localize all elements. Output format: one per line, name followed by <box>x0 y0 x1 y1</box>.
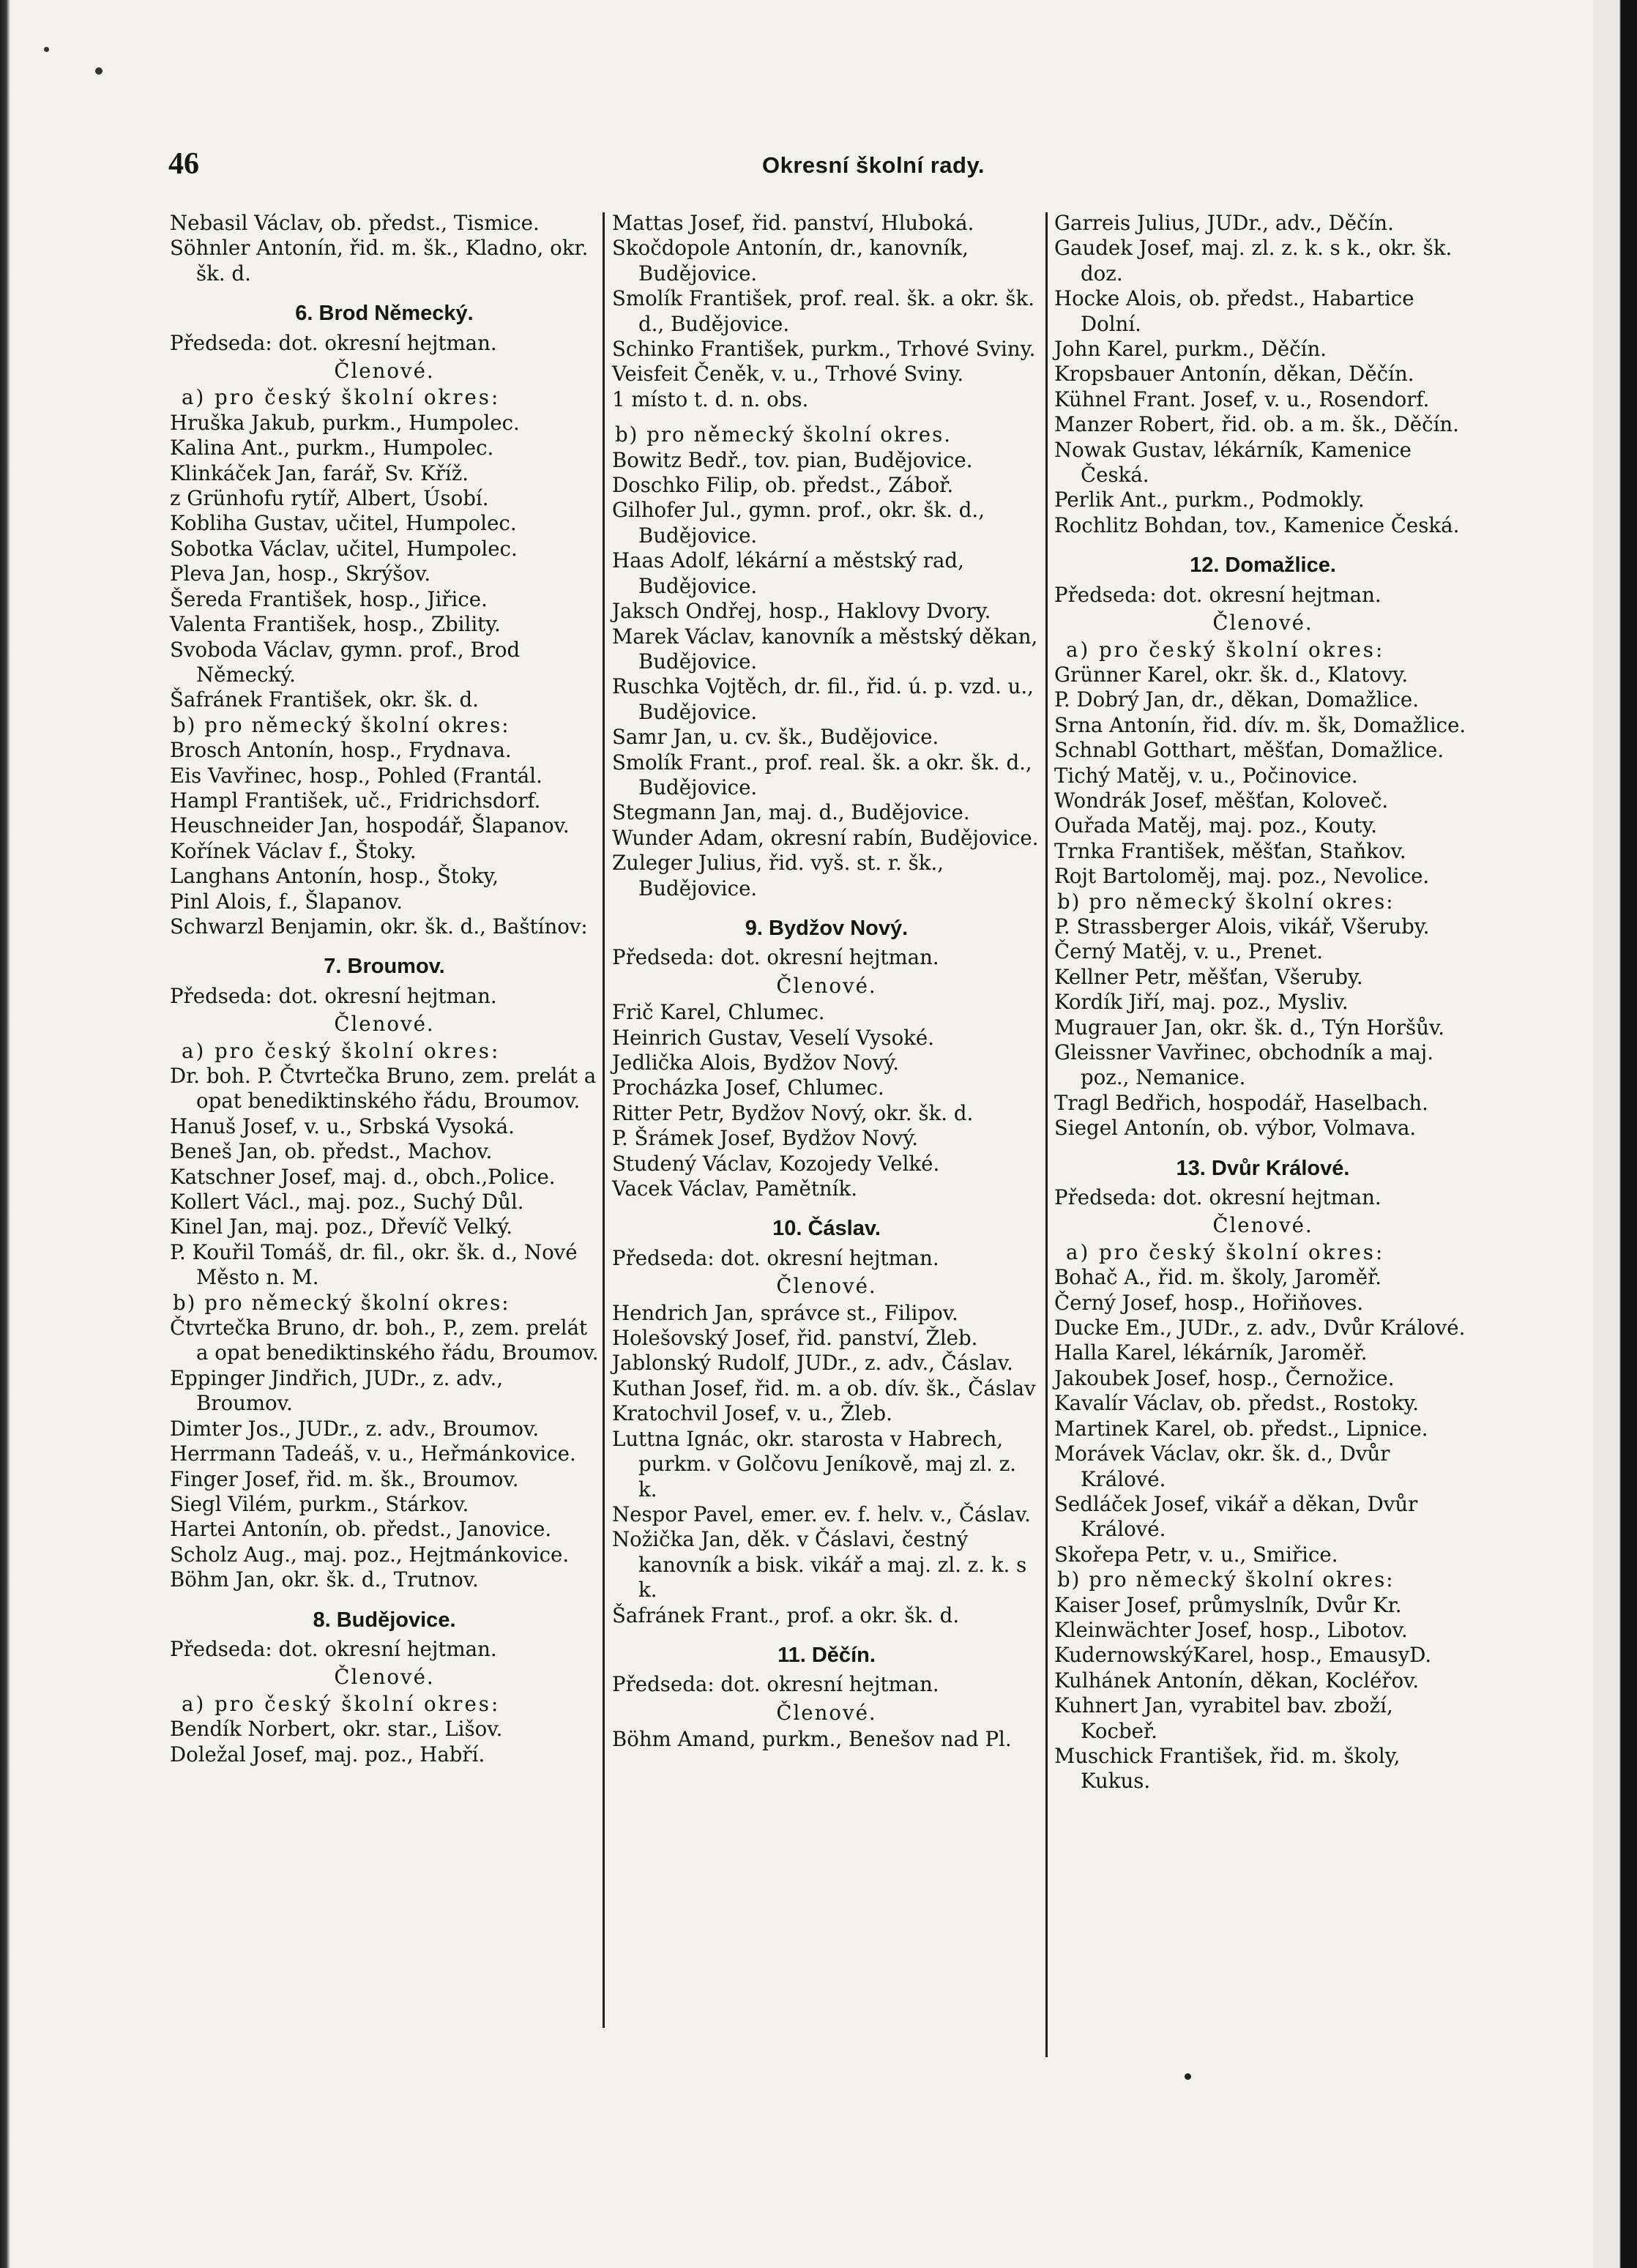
list-item: Srna Antonín, řid. dív. m. šk, Domažlice. <box>1054 712 1466 737</box>
members-label: Členové. <box>334 1665 435 1690</box>
list-item: Finger Josef, řid. m. šk., Broumov. <box>170 1466 519 1491</box>
list-item: Böhm Jan, okr. šk. d., Trutnov. <box>170 1567 479 1592</box>
list-item: Herrmann Tadeáš, v. u., Heřmánkovice. <box>170 1441 576 1466</box>
list-item: Bohač A., řid. m. školy, Jaroměř. <box>1054 1265 1382 1290</box>
list-item: Bowitz Bedř., tov. pian, Budějovice. <box>612 447 973 472</box>
district-label: a) pro český školní okres: <box>182 1038 501 1063</box>
list-item: Marek Václav, kanovník a městský děkan, Budějovice. <box>612 624 1038 674</box>
list-item: Mattas Josef, řid. panství, Hluboká. <box>612 211 974 235</box>
list-item: Hartei Antonín, ob. předst., Janovice. <box>170 1517 552 1542</box>
list-item: Gleissner Vavřinec, obchodník a maj. poz., Nemanice. <box>1054 1040 1433 1090</box>
list-item: Perlik Ant., purkm., Podmokly. <box>1054 488 1365 512</box>
section-heading: 9. Bydžov Nový. <box>745 916 909 940</box>
page-edge-left <box>0 0 10 2268</box>
list-item: z Grünhofu rytíř, Albert, Úsobí. <box>170 486 489 511</box>
list-item: Kollert Václ., maj. poz., Suchý Důl. <box>170 1190 524 1215</box>
list-item: Frič Karel, Chlumec. <box>612 1000 825 1025</box>
list-item: Kalina Ant., purkm., Humpolec. <box>170 436 494 460</box>
list-item: Kratochvil Josef, v. u., Žleb. <box>612 1401 892 1426</box>
list-item: Veisfeit Čeněk, v. u., Trhové Sviny. <box>612 362 964 387</box>
list-item: Eis Vavřinec, hosp., Pohled (Frantál. <box>170 763 542 788</box>
list-item: Kropsbauer Antonín, děkan, Děčín. <box>1054 362 1414 387</box>
chairman-line: Předseda: dot. okresní hejtman. <box>170 983 497 1008</box>
list-item: Schwarzl Benjamin, okr. šk. d., Baštínov: <box>170 914 588 939</box>
members-label: Členové. <box>334 359 435 384</box>
column-rule <box>603 212 605 2028</box>
list-item: Samr Jan, u. cv. šk., Budějovice. <box>612 725 939 750</box>
list-item: Smolík Frant., prof. real. šk. a okr. šk. d., Budějovice. <box>612 750 1032 799</box>
list-item: Luttna Ignác, okr. starosta v Habrech, purkm. v Golčovu Jeníkově, maj zl. z. k. <box>612 1426 1017 1502</box>
column-right <box>1054 211 1472 1794</box>
column-rule <box>1045 212 1048 2057</box>
section-heading: 12. Domažlice. <box>1190 553 1336 578</box>
list-item: Haas Adolf, lékární a městský rad, Budějovice. <box>612 548 964 598</box>
list-item: Sobotka Václav, učitel, Humpolec. <box>170 536 518 561</box>
list-item: Vacek Václav, Pamětník. <box>612 1176 858 1201</box>
list-item: P. Šrámek Josef, Bydžov Nový. <box>612 1126 919 1151</box>
chairman-line: Předseda: dot. okresní hejtman. <box>612 945 939 970</box>
chairman-line: Předseda: dot. okresní hejtman. <box>612 1672 939 1697</box>
list-item: Kordík Jiří, maj. poz., Mysliv. <box>1054 990 1349 1015</box>
list-item: Nožička Jan, děk. v Čáslavi, čestný kanovník a bisk. vikář a maj. zl. z. k. s k. <box>612 1527 1027 1603</box>
list-item: Kuthan Josef, řid. m. a ob. dív. šk., Čáslav <box>612 1376 1036 1400</box>
district-label: b) pro německý školní okres: <box>173 1290 510 1315</box>
list-item: Hampl František, uč., Fridrichsdorf. <box>170 788 541 813</box>
chairman-line: Předseda: dot. okresní hejtman. <box>170 330 497 355</box>
page-number: 46 <box>168 147 199 181</box>
list-item: Kleinwächter Josef, hosp., Libotov. <box>1054 1617 1408 1642</box>
members-label: Členové. <box>1212 1213 1313 1238</box>
district-label: a) pro český školní okres: <box>182 385 501 410</box>
list-item: Gaudek Josef, maj. zl. z. k. s k., okr. šk. doz. <box>1054 236 1453 286</box>
list-item: Rojt Bartoloměj, maj. poz., Nevolice. <box>1054 864 1430 889</box>
list-item: Kobliha Gustav, učitel, Humpolec. <box>170 511 517 536</box>
list-item: Holešovský Josef, řid. panství, Žleb. <box>612 1326 978 1351</box>
section-heading: 11. Děčín. <box>778 1643 876 1667</box>
list-item: Dr. boh. P. Čtvrtečka Bruno, zem. prelát a opat benediktinského řádu, Broumov. <box>170 1064 597 1114</box>
list-item: Wondrák Josef, měšťan, Koloveč. <box>1054 788 1389 813</box>
ink-speck <box>44 47 49 52</box>
ink-dot <box>1185 2073 1191 2080</box>
running-title: Okresní školní rady. <box>761 152 985 178</box>
list-item: Brosch Antonín, hosp., Frydnava. <box>170 738 512 763</box>
list-item: Ritter Petr, Bydžov Nový, okr. šk. d. <box>612 1100 974 1125</box>
list-item: Nowak Gustav, lékárník, Kamenice Česká. <box>1054 437 1412 488</box>
list-item: Halla Karel, lékárník, Jaroměř. <box>1054 1340 1368 1365</box>
list-item: Hendrich Jan, správce st., Filipov. <box>612 1300 958 1325</box>
list-item: Klinkáček Jan, farář, Sv. Kříž. <box>170 460 469 485</box>
list-item: Skořepa Petr, v. u., Smiřice. <box>1054 1542 1338 1567</box>
list-item: Söhnler Antonín, řid. m. šk., Kladno, okr. šk. d. <box>170 236 589 286</box>
members-label: Členové. <box>776 1274 877 1299</box>
list-item: Procházka Josef, Chlumec. <box>612 1075 884 1100</box>
list-item: Scholz Aug., maj. poz., Hejtmánkovice. <box>170 1542 570 1567</box>
section-heading: 8. Budějovice. <box>313 1608 456 1632</box>
section-heading: 7. Broumov. <box>324 955 445 979</box>
list-item: Bendík Norbert, okr. star., Lišov. <box>170 1717 503 1742</box>
district-label: b) pro německý školní okres: <box>1057 1567 1395 1592</box>
list-item: Heinrich Gustav, Veselí Vysoké. <box>612 1025 935 1050</box>
district-label: b) pro německý školní okres. <box>615 422 952 447</box>
list-item: Mugrauer Jan, okr. šk. d., Týn Horšův. <box>1054 1015 1445 1040</box>
page-edge-right <box>1593 0 1637 2268</box>
list-item: Kaiser Josef, průmyslník, Dvůr Kr. <box>1054 1592 1402 1617</box>
list-item: Muschick František, řid. m. školy, Kukus. <box>1054 1743 1401 1794</box>
list-item: Stegmann Jan, maj. d., Budějovice. <box>612 800 970 825</box>
list-item: KudernowskýKarel, hosp., EmausyD. <box>1054 1643 1432 1668</box>
list-item: Ducke Em., JUDr., z. adv., Dvůr Králové. <box>1054 1316 1466 1340</box>
district-label: a) pro český školní okres: <box>1066 1239 1385 1264</box>
list-item: 1 místo t. d. n. obs. <box>612 387 809 411</box>
list-item: Garreis Julius, JUDr., adv., Děčín. <box>1054 211 1394 235</box>
list-item: Rochlitz Bohdan, tov., Kamenice Česká. <box>1054 512 1460 537</box>
list-item: Wunder Adam, okresní rabín, Budějovice. <box>612 825 1039 850</box>
list-item: Grünner Karel, okr. šk. d., Klatovy. <box>1054 662 1409 687</box>
list-item: Ruschka Vojtěch, dr. fil., řid. ú. p. vzd. u., Budějovice. <box>612 674 1034 724</box>
chairman-line: Předseda: dot. okresní hejtman. <box>1054 582 1381 607</box>
list-item: Zuleger Julius, řid. vyš. st. r. šk., Budějovice. <box>612 851 944 900</box>
page-header <box>168 146 1578 190</box>
list-item: Valenta František, hosp., Zbility. <box>170 612 501 637</box>
list-item: Skočdopole Antonín, dr., kanovník, Budějovice. <box>612 236 969 286</box>
list-item: Doležal Josef, maj. poz., Habří. <box>170 1742 485 1767</box>
list-item: Ouřada Matěj, maj. poz., Kouty. <box>1054 813 1378 838</box>
section-heading: 13. Dvůr Králové. <box>1176 1156 1350 1180</box>
list-item: Schinko František, purkm., Trhové Sviny. <box>612 337 1036 362</box>
list-item: Dimter Jos., JUDr., z. adv., Broumov. <box>170 1416 540 1441</box>
chairman-line: Předseda: dot. okresní hejtman. <box>612 1245 939 1270</box>
list-item: Sedláček Josef, vikář a děkan, Dvůr Králové. <box>1054 1491 1418 1542</box>
list-item: Katschner Josef, maj. d., obch.,Police. <box>170 1164 556 1189</box>
list-item: Jedlička Alois, Bydžov Nový. <box>612 1051 900 1075</box>
list-item: Kořínek Václav f., Štoky. <box>170 838 417 863</box>
list-item: Jablonský Rudolf, JUDr., z. adv., Čáslav. <box>612 1351 1013 1376</box>
list-item: John Karel, purkm., Děčín. <box>1054 337 1327 362</box>
list-item: Hruška Jakub, purkm., Humpolec. <box>170 410 520 435</box>
list-item: Beneš Jan, ob. předst., Machov. <box>170 1139 493 1164</box>
list-item: Svoboda Václav, gymn. prof., Brod Německý. <box>170 637 521 687</box>
list-item: Trnka František, měšťan, Staňkov. <box>1054 838 1406 863</box>
list-item: Tichý Matěj, v. u., Počinovice. <box>1054 763 1358 788</box>
list-item: Nebasil Václav, ob. předst., Tismice. <box>170 211 540 235</box>
list-item: Siegel Antonín, ob. výbor, Volmava. <box>1054 1116 1417 1141</box>
list-item: Studený Václav, Kozojedy Velké. <box>612 1151 940 1176</box>
list-item: Kavalír Václav, ob. předst., Rostoky. <box>1054 1391 1420 1416</box>
list-item: Langhans Antonín, hosp., Štoky, <box>170 864 499 889</box>
district-label: b) pro německý školní okres: <box>1057 889 1395 914</box>
list-item: Siegl Vilém, purkm., Stárkov. <box>170 1491 469 1516</box>
list-item: Manzer Robert, řid. ob. a m. šk., Děčín. <box>1054 412 1459 437</box>
district-label: a) pro český školní okres: <box>1066 637 1385 662</box>
list-item: Šafránek Frant., prof. a okr. šk. d. <box>612 1603 960 1627</box>
ink-speck <box>95 67 102 75</box>
list-item: Kellner Petr, měšťan, Všeruby. <box>1054 964 1363 989</box>
column-left <box>170 211 599 1767</box>
list-item: Šereda František, hosp., Jiřice. <box>170 586 488 611</box>
list-item: Gilhofer Jul., gymn. prof., okr. šk. d., Budějovice. <box>612 498 985 548</box>
list-item: Tragl Bedřich, hospodář, Haselbach. <box>1054 1090 1428 1115</box>
members-label: Členové. <box>1212 611 1313 635</box>
list-item: P. Kouřil Tomáš, dr. fil., okr. šk. d., Nové Město n. M. <box>170 1239 578 1290</box>
list-item: Kuhnert Jan, vyrabitel bav. zboží, Kocbeř. <box>1054 1693 1393 1743</box>
members-label: Členové. <box>776 973 877 998</box>
list-item: Smolík František, prof. real. šk. a okr. šk. d., Budějovice. <box>612 286 1034 336</box>
list-item: Hocke Alois, ob. předst., Habartice Dolní. <box>1054 286 1414 336</box>
column-middle <box>612 211 1041 1753</box>
list-item: Kühnel Frant. Josef, v. u., Rosendorf. <box>1054 387 1430 411</box>
list-item: Hanuš Josef, v. u., Srbská Vysoká. <box>170 1114 515 1138</box>
list-item: Jakoubek Josef, hosp., Černožice. <box>1054 1365 1395 1390</box>
list-item: Pleva Jan, hosp., Skrýšov. <box>170 562 431 586</box>
district-label: b) pro německý školní okres: <box>173 712 510 737</box>
list-item: Doschko Filip, ob. předst., Záboř. <box>612 473 954 498</box>
list-item: P. Strassberger Alois, vikář, Všeruby. <box>1054 914 1430 939</box>
section-heading: 6. Brod Německý. <box>295 302 474 326</box>
district-label: a) pro český školní okres: <box>182 1691 501 1716</box>
members-label: Členové. <box>334 1012 435 1037</box>
chairman-line: Předseda: dot. okresní hejtman. <box>170 1636 497 1661</box>
list-item: Nespor Pavel, emer. ev. f. helv. v., Čáslav. <box>612 1502 1031 1526</box>
list-item: P. Dobrý Jan, dr., děkan, Domažlice. <box>1054 687 1420 712</box>
list-item: Šafránek František, okr. šk. d. <box>170 687 479 712</box>
list-item: Kinel Jan, maj. poz., Dřevíč Velký. <box>170 1215 513 1239</box>
list-item: Böhm Amand, purkm., Benešov nad Pl. <box>612 1727 1012 1752</box>
members-label: Členové. <box>776 1700 877 1725</box>
list-item: Eppinger Jindřich, JUDr., z. adv., Broumov. <box>170 1365 504 1416</box>
list-item: Černý Josef, hosp., Hořiňoves. <box>1054 1290 1364 1315</box>
list-item: Černý Matěj, v. u., Prenet. <box>1054 939 1323 964</box>
list-item: Morávek Václav, okr. šk. d., Dvůr Králové. <box>1054 1441 1390 1491</box>
list-item: Kulhánek Antonín, děkan, Kocléřov. <box>1054 1668 1420 1693</box>
list-item: Martinek Karel, ob. předst., Lipnice. <box>1054 1416 1428 1441</box>
list-item: Čtvrtečka Bruno, dr. boh., P., zem. prelát a opat benediktinského řádu, Broumov. <box>170 1316 599 1365</box>
list-item: Pinl Alois, f., Šlapanov. <box>170 889 403 914</box>
list-item: Schnabl Gotthart, měšťan, Domažlice. <box>1054 738 1444 763</box>
section-heading: 10. Čáslav. <box>772 1217 881 1241</box>
list-item: Jaksch Ondřej, hosp., Haklovy Dvory. <box>612 599 991 624</box>
chairman-line: Předseda: dot. okresní hejtman. <box>1054 1185 1381 1210</box>
list-item: Heuschneider Jan, hospodář, Šlapanov. <box>170 813 570 838</box>
